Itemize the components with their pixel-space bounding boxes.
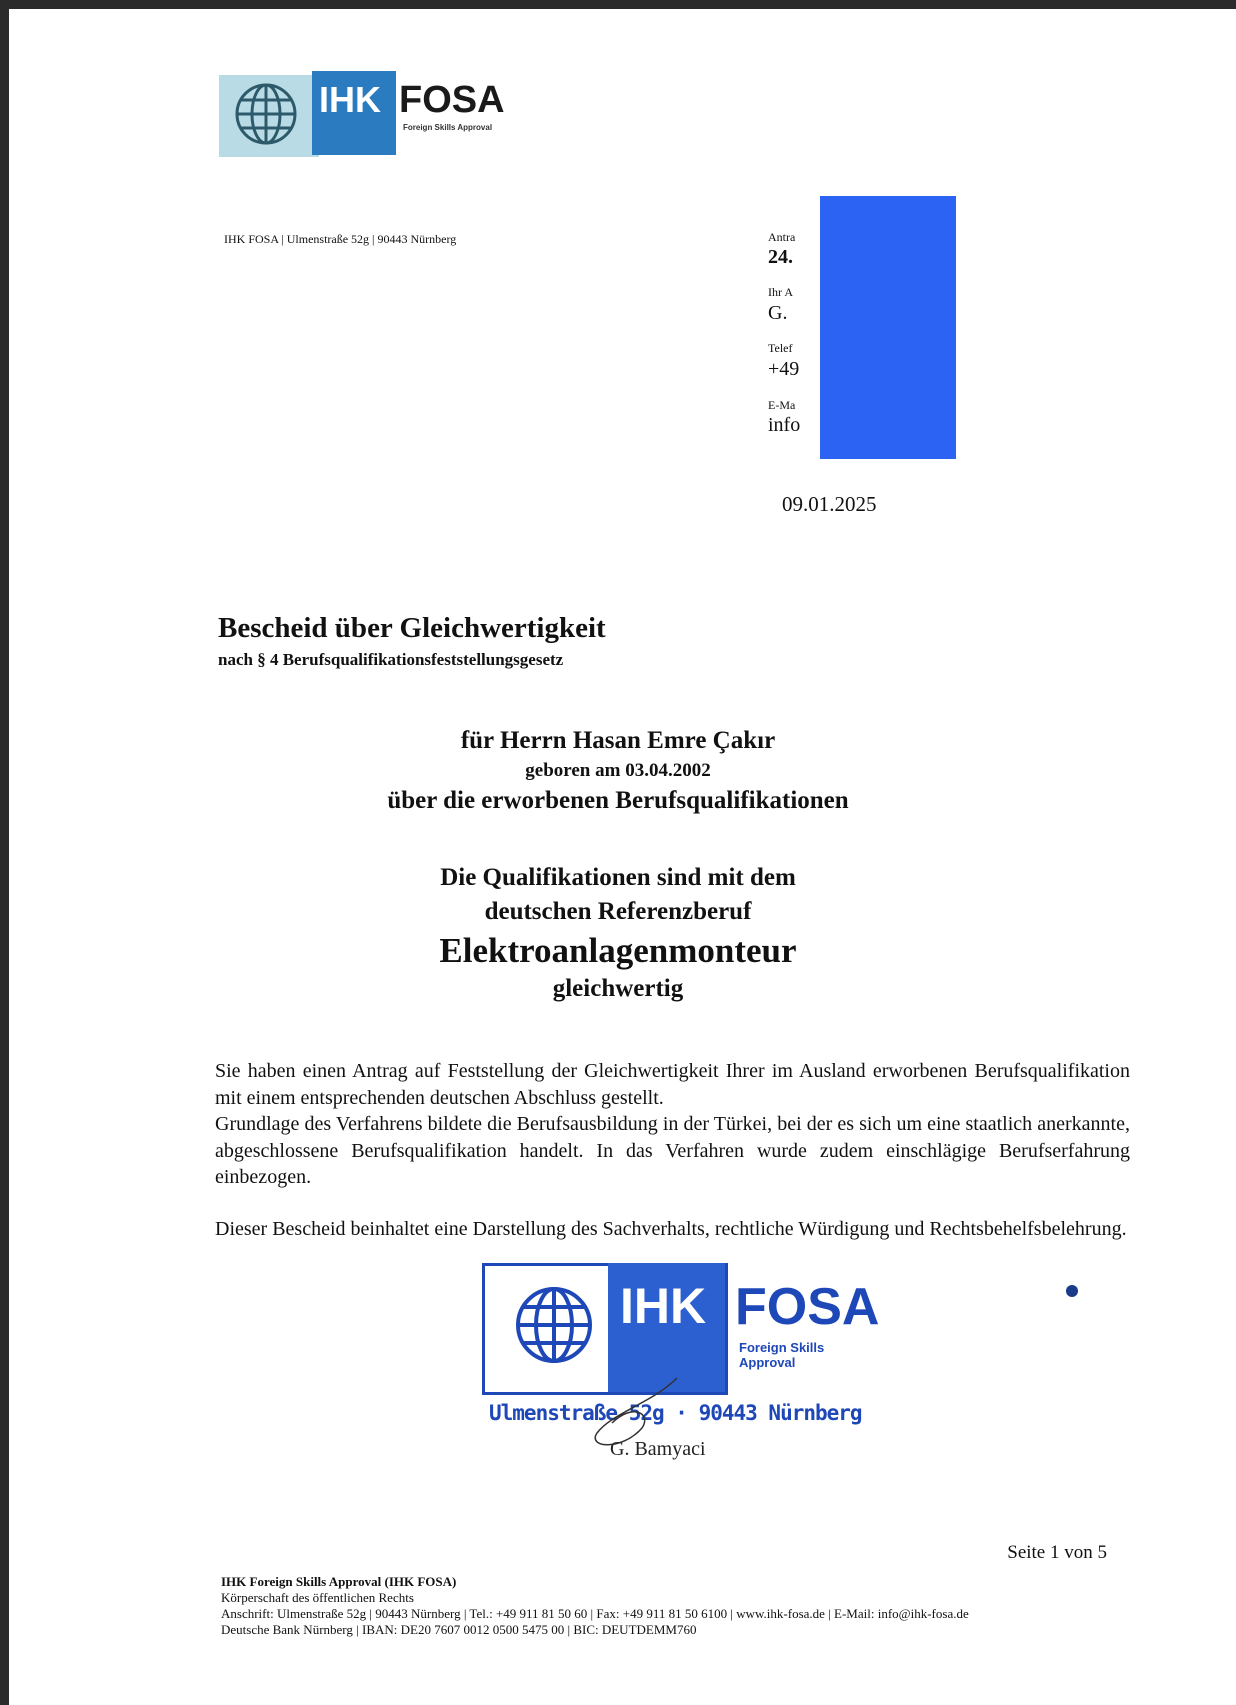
footer-contact: Anschrift: Ulmenstraße 52g | 90443 Nürnberg | Tel.: +49 911 81 50 60 | Fax: +49 911 81 50 6100 | www.ihk-fosa.de | E-Mail: info@ihk-fosa.de bbox=[221, 1606, 969, 1621]
body-paragraph-1: Sie haben einen Antrag auf Feststellung der Gleichwertigkeit Ihrer im Ausland erworbenen Berufsqualifikation mit einem entsprechenden deutschen Abschluss gestellt. bbox=[215, 1060, 1130, 1109]
official-stamp: IHK FOSA Foreign Skills Approval Ulmenstraße 52g · 90443 Nürnberg G. Bamyaci bbox=[482, 1263, 882, 1463]
redaction-box bbox=[820, 196, 956, 459]
stamp-globe-icon bbox=[514, 1285, 594, 1365]
page-number: Seite 1 von 5 bbox=[1007, 1542, 1107, 1563]
body-paragraph-3: Dieser Bescheid beinhaltet eine Darstellung des Sachverhalts, rechtliche Würdigung und Rechtsbehelfsbelehrung. bbox=[215, 1218, 1127, 1240]
decision-line2: deutschen Referenzberuf bbox=[484, 898, 752, 925]
footer-bank: Deutsche Bank Nürnberg | IBAN: DE20 7607 0012 0500 5475 00 | BIC: DEUTDEMM760 bbox=[221, 1622, 697, 1637]
contact-label: Ihr A bbox=[768, 285, 793, 299]
phone-value: +49 bbox=[768, 358, 800, 380]
contact-value: G. bbox=[768, 302, 788, 324]
recipient-birthdate: geboren am 03.04.2002 bbox=[525, 760, 711, 781]
footer-legal: Körperschaft des öffentlichen Rechts bbox=[221, 1590, 414, 1605]
sender-line: IHK FOSA | Ulmenstraße 52g | 90443 Nürnberg bbox=[224, 232, 457, 246]
stamp-address: Ulmenstraße 52g · 90443 Nürnberg bbox=[489, 1401, 862, 1425]
ihk-fosa-logo: IHK FOSA Foreign Skills Approval bbox=[219, 65, 499, 157]
recipient-qualifications: über die erworbenen Berufsqualifikationen bbox=[387, 787, 849, 814]
recipient-name: für Herrn Hasan Emre Çakır bbox=[460, 727, 776, 754]
decision-line1: Die Qualifikationen sind mit dem bbox=[440, 864, 796, 891]
phone-label: Telef bbox=[768, 341, 793, 355]
email-value: info bbox=[768, 414, 801, 436]
ink-dot bbox=[1066, 1285, 1078, 1297]
letter-date: 09.01.2025 bbox=[782, 492, 877, 516]
reference-profession: Elektroanlagenmonteur bbox=[439, 931, 797, 970]
body-paragraph-2: Grundlage des Verfahrens bildete die Berufsausbildung in der Türkei, bei der es sich um eine staatlich anerkannte, abgeschlossene Berufsqualifikation handelt. In das Verfahren wurde zudem einschlägige Berufserfahrung einbezogen. bbox=[215, 1113, 1130, 1188]
document-title: Bescheid über Gleichwertigkeit bbox=[218, 612, 606, 644]
antrag-value: 24. bbox=[768, 246, 793, 268]
globe-icon bbox=[233, 81, 299, 147]
email-label: E-Ma bbox=[768, 398, 796, 412]
signatory-name: G. Bamyaci bbox=[610, 1438, 706, 1460]
decision-result: gleichwertig bbox=[552, 975, 684, 1002]
document-subtitle: nach § 4 Berufsqualifikationsfeststellungsgesetz bbox=[218, 650, 564, 669]
antrag-label: Antra bbox=[768, 230, 796, 244]
footer-org: IHK Foreign Skills Approval (IHK FOSA) bbox=[221, 1574, 457, 1589]
